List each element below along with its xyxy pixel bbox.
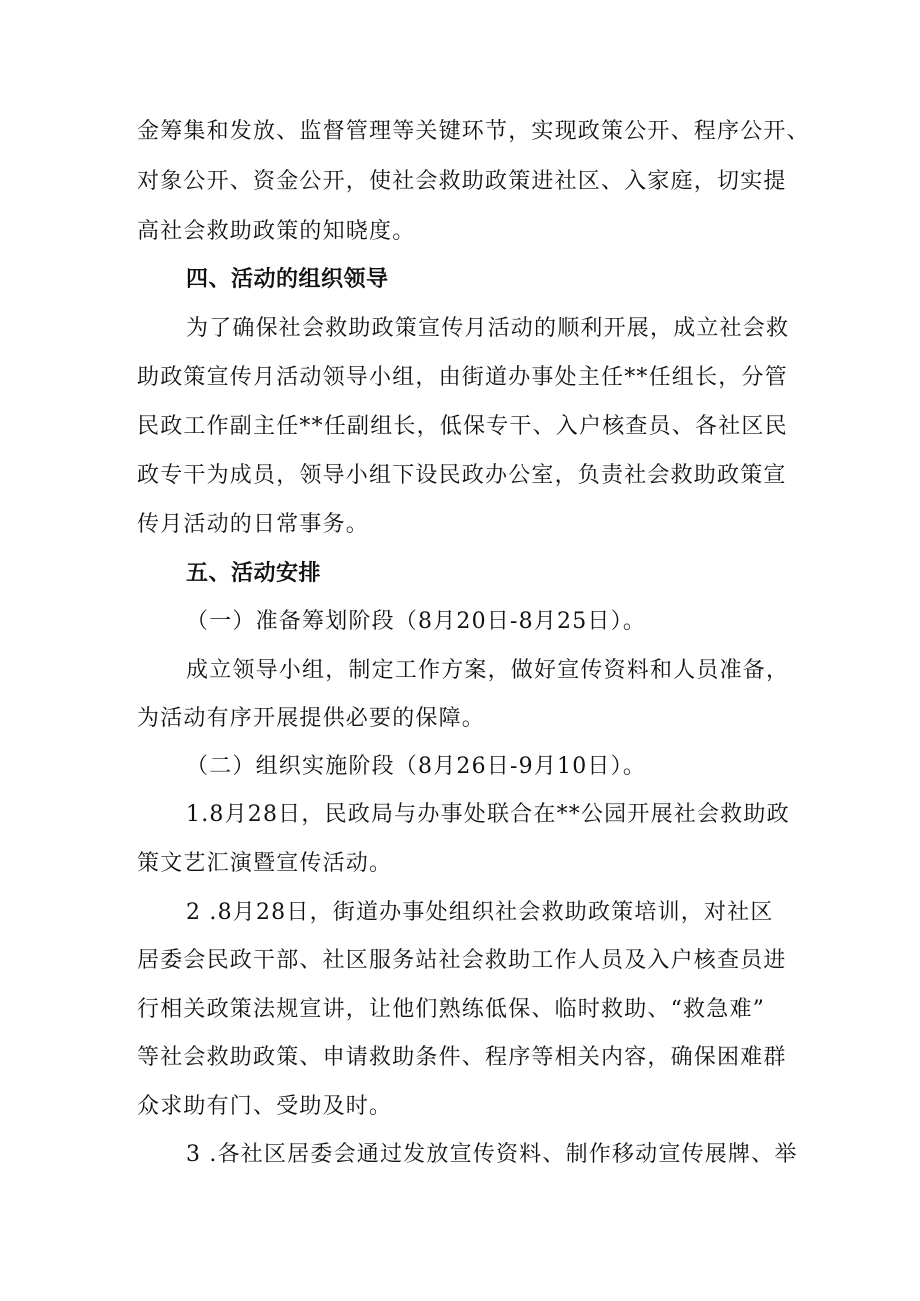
subsection-heading: （一）准备筹划阶段（8月20日-8月25日）。 [186,609,647,634]
paragraph-line: 高社会救助政策的知晓度。 [137,219,416,244]
paragraph-line: 居委会民政干部、社区服务站社会救助工作人员及入户核查员进 [137,948,787,973]
paragraph-line: 3 .各社区居委会通过发放宣传资料、制作移动宣传展牌、举 [186,1142,798,1167]
paragraph-line: 为了确保社会救助政策宣传月活动的顺利开展，成立社会救 [186,316,790,341]
paragraph-line: 传月活动的日常事务。 [137,512,370,537]
subsection-heading: （二）组织实施阶段（8月26日-9月10日）。 [186,754,647,779]
paragraph-line: 成立领导小组，制定工作方案，做好宣传资料和人员准备， [186,658,790,683]
paragraph-line: 策文艺汇演暨宣传活动。 [137,851,393,876]
paragraph-line: 行相关政策法规宣讲，让他们熟练低保、临时救助、“救急难” [137,997,766,1022]
paragraph-line: 政专干为成员，领导小组下设民政办公室，负责社会救助政策宣 [137,463,787,488]
paragraph-line: 金筹集和发放、监督管理等关键环节，实现政策公开、程序公开、 [137,119,810,144]
paragraph-line: 为活动有序开展提供必要的保障。 [137,706,486,731]
section-heading-5: 五、活动安排 [186,561,322,586]
paragraph-line: 等社会救助政策、申请救助条件、程序等相关内容，确保困难群 [137,1045,787,1070]
section-heading-4: 四、活动的组织领导 [186,267,389,292]
paragraph-line: 民政工作副主任**任副组长，低保专干、入户核查员、各社区民 [137,414,788,439]
paragraph-line: 2 .8月28日，街道办事处组织社会救助政策培训，对社区 [186,900,774,925]
paragraph-line: 助政策宣传月活动领导小组，由街道办事处主任**任组长，分管 [137,365,788,390]
paragraph-line: 对象公开、资金公开，使社会救助政策进社区、入家庭，切实提 [137,169,787,194]
paragraph-line: 众求助有门、受助及时。 [137,1094,393,1119]
paragraph-line: 1.8月28日，民政局与办事处联合在**公园开展社会救助政 [186,802,790,827]
